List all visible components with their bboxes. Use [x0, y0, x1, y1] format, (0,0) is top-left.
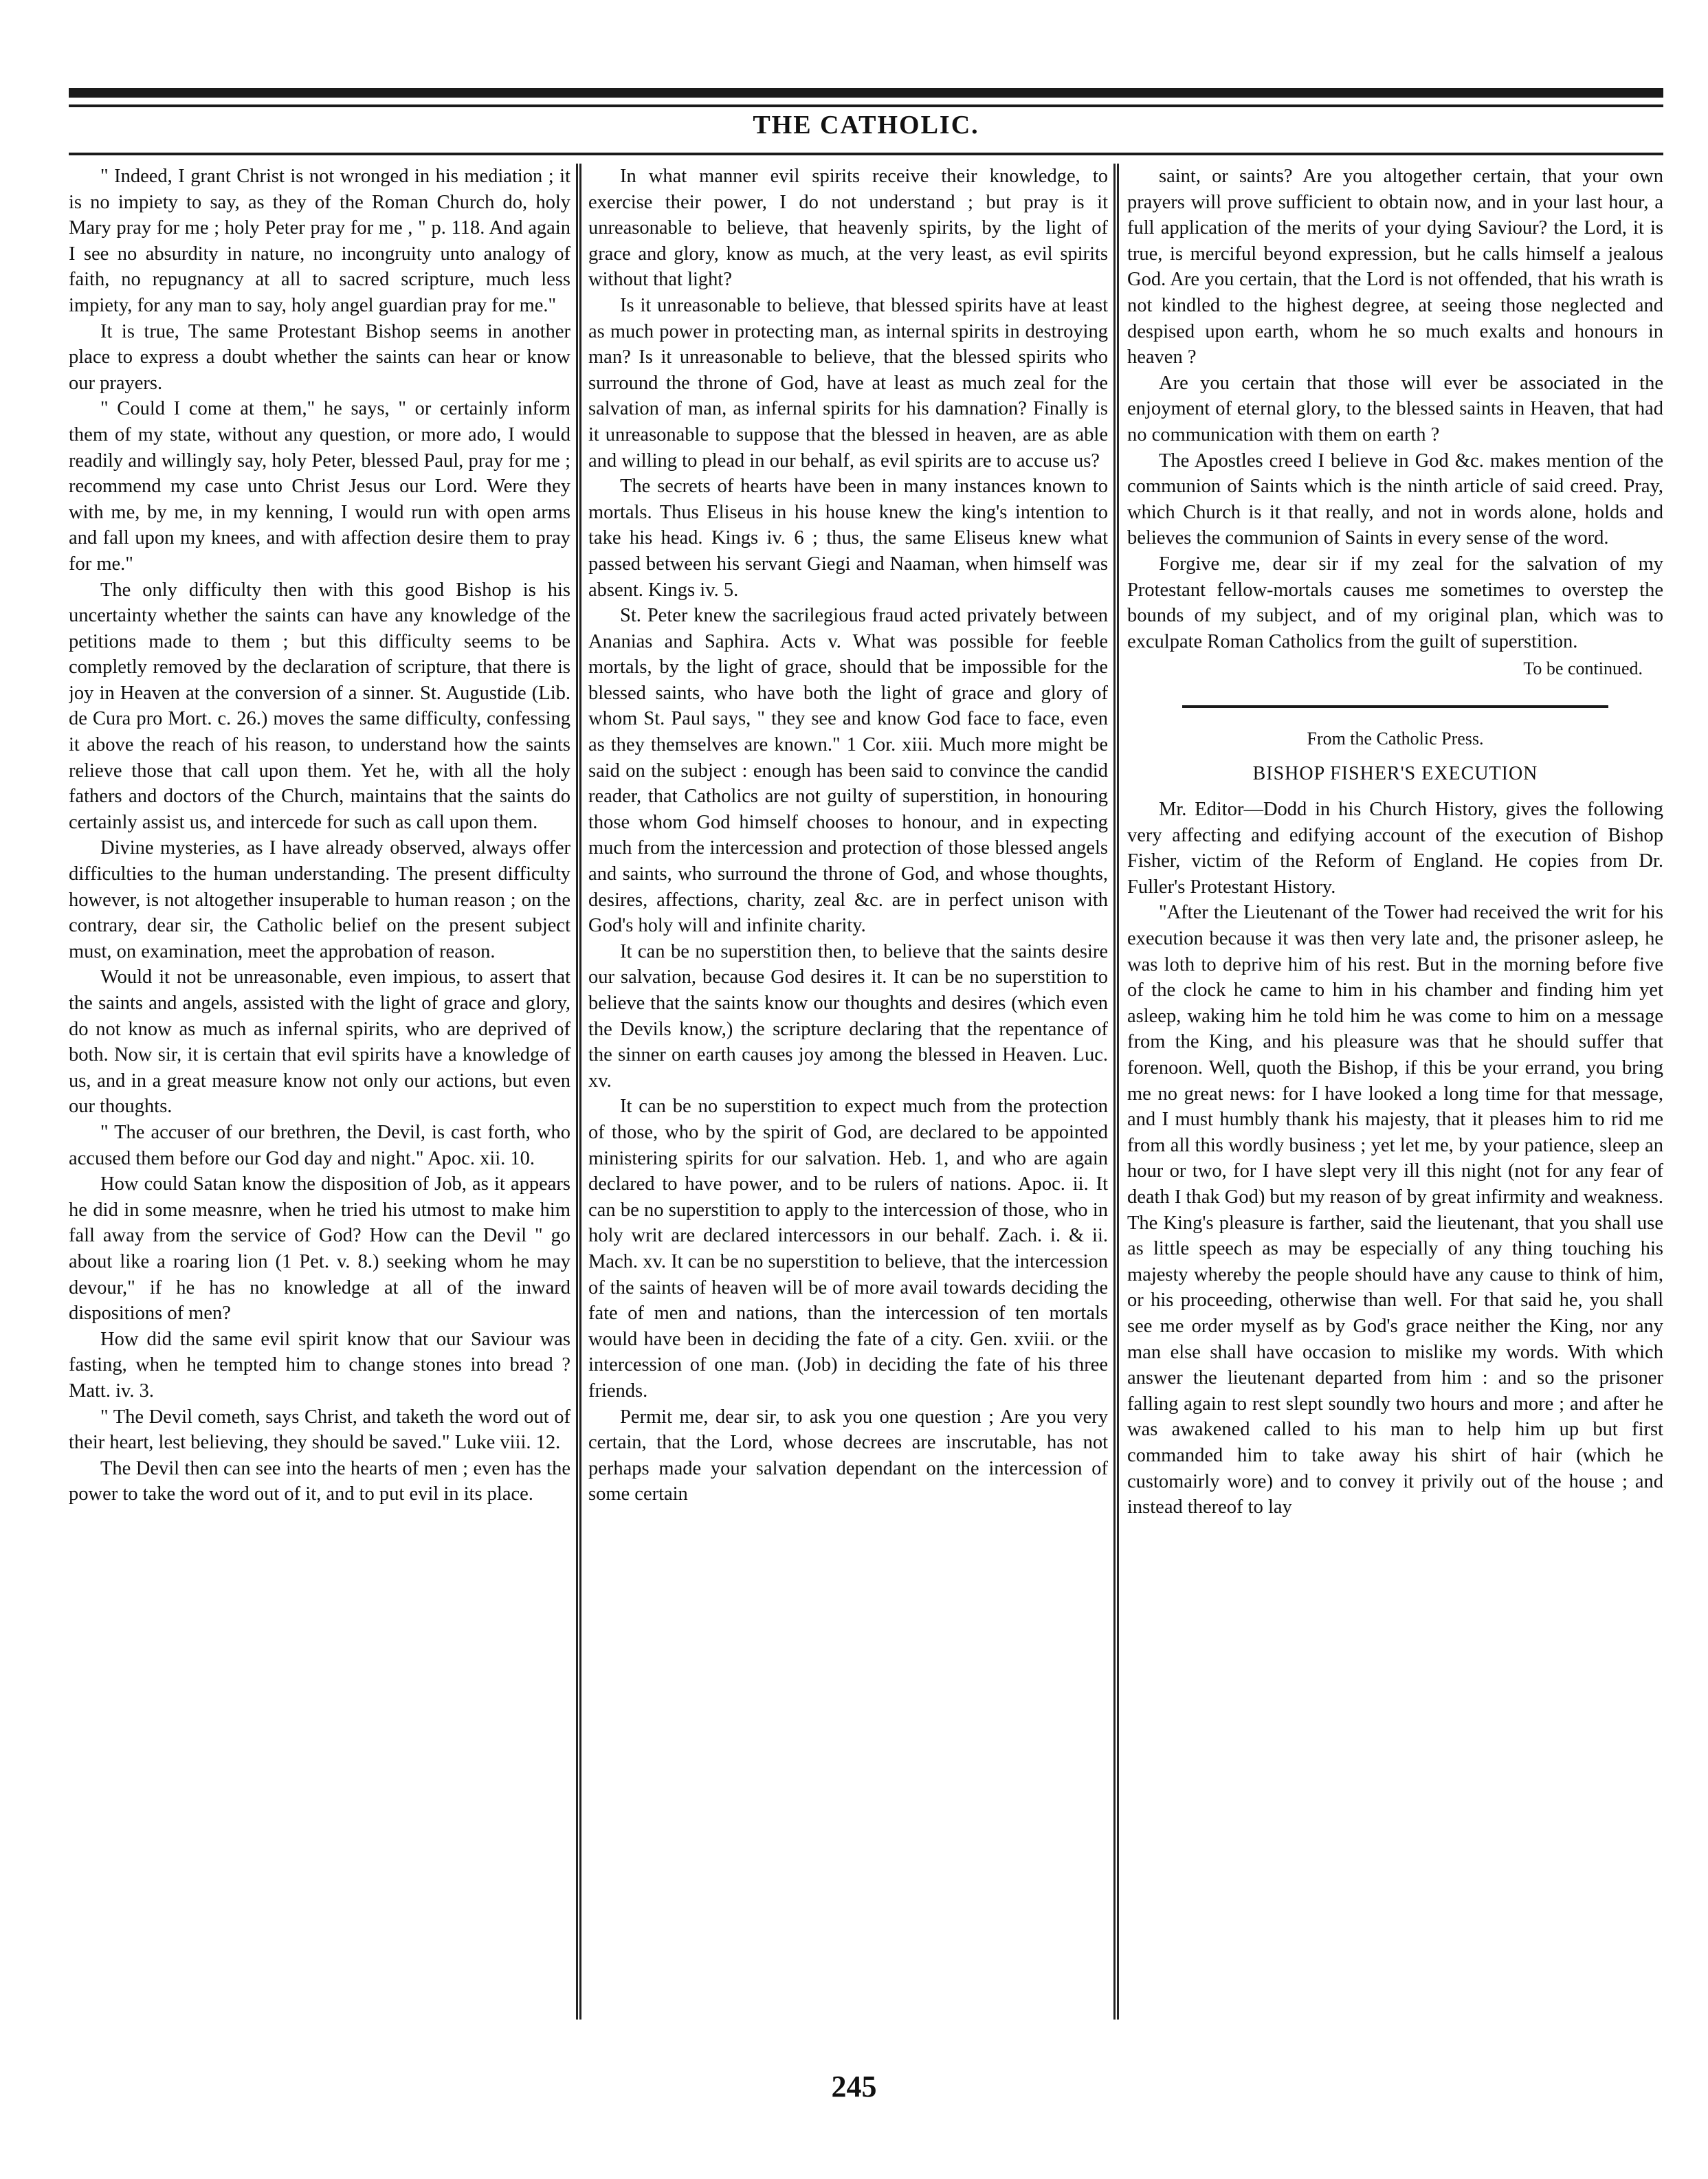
- to-be-continued: To be continued.: [1523, 659, 1643, 679]
- column-1: [69, 164, 570, 2020]
- column-3: [1127, 164, 1663, 2020]
- column-divider-left-inner: [579, 164, 581, 2020]
- paragraph: The secrets of hearts have been in many instances known to mortals. Thus Eliseus in his house knew the king's intention to take his head. Kings iv. 6 ; thus, the same Eliseus knew what passed between his servant Giegi and Naaman, when himself was absent. Kings iv. 5.: [588, 476, 1108, 601]
- paragraph: St. Peter knew the sacrilegious fraud acted privately between Ananias and Saphira. Acts v. What was possible for feeble mortals, by the light of grace, should that be impossible for the blessed saints, who have both the light of grace and glory of whom St. Paul says, " they see and know God face to face, even as they themselves are known." 1 Cor. xiii. Much more might be said on the subject : enough has been said to convince the candid reader, that Catholics are not guilty of superstition, in honouring those whom God himself chooses to honour, and in expecting much from the intercession and protection of those blessed angels and saints, who surround the throne of God, and whose thoughts, desires, affections, charity, zeal &c. are in perfect unison with God's holy will and infinite charity.: [588, 605, 1108, 937]
- paragraph: The Apostles creed I believe in God &c. makes mention of the communion of Saints which is the ninth article of said creed. Pray, which Church is it that really, and not in words alone, holds and believes the communion of Saints in every sense of the word.: [1127, 450, 1663, 549]
- paragraph: saint, or saints? Are you altogether certain, that your own prayers will prove sufficient to obtain now, and in your last hour, a full application of the merits of your dying Saviour? the Lord, it is true, is merciful beyond expression, but he calls himself a jealous God. Are you certain, that the Lord is not offended, that his wrath is not kindled to the highest degree, at seeing those neglected and despised upon earth, whom he so much exalts and honours in heaven ?: [1127, 166, 1663, 368]
- paragraph: The Devil then can see into the hearts of men ; even has the power to take the word out of it, and to put evil in its place.: [69, 1457, 570, 1505]
- paragraph: How could Satan know the disposition of Job, as it appears he did in some measnre, when he tried his utmost to make him fall away from the service of God? How can the Devil " go about like a roaring lion (1 Pet. v. 8.) seeking whom he may devour," if he has no knowledge at all of the inward dispositions of men?: [69, 1173, 570, 1325]
- paragraph: The only difficulty then with this good Bishop is his uncertainty whether the saints can have any knowledge of the petitions made to them ; but this difficulty seems to be completly removed by the declaration of scripture, that there is joy in Heaven at the conversion of a sinner. St. Augustide (Lib. de Cura pro Mort. c. 26.) moves the same difficulty, confessing it above the reach of his reason, to understand how the saints relieve those that call upon them. Yet he, with all the holy fathers and doctors of the Church, maintains that the saints do certainly assist us, and intercede for such as call upon them.: [69, 579, 570, 833]
- column-2: [588, 164, 1108, 2020]
- paragraph: Mr. Editor—Dodd in his Church History, gives the following very affecting and edifying account of the execution of Bishop Fisher, victim of the Reform of England. He copies from Dr. Fuller's Protestant History.: [1127, 799, 1663, 898]
- section-separator: [1182, 705, 1608, 708]
- paragraph: Forgive me, dear sir if my zeal for the salvation of my Protestant fellow-mortals causes me sometimes to overstep the bounds of my subject, and of my original plan, which was to exculpate Roman Catholics from the guilt of superstition.: [1127, 553, 1663, 652]
- source-line: From the Catholic Press.: [1307, 728, 1484, 749]
- paragraph: It can be no superstition to expect much from the protection of those, who by the spirit of God, are declared to be appointed ministering spirits for our salvation. Heb. 1, and who are again declared to have power, and to be rulers of nations. Apoc. ii. It can be no superstition to apply to the intercession of those, who in holy writ are declared intercessors in our behalf. Zach. i. & ii. Mach. xv. It can be no superstition to believe, that the intercession of the saints of heaven will be of more avail towards deciding the fate of men and nations, than the intercession of ten mortals would have been in deciding the fate of a city. Gen. xviii. or the intercession of one man. (Job) in deciding the fate of his three friends.: [588, 1096, 1108, 1402]
- paragraph: Is it unreasonable to believe, that blessed spirits have at least as much power in protecting man, as internal spirits in destroying man? Is it unreasonable to believe, that the blessed spirits who surround the throne of God, have at least as much zeal for the salvation of man, as infernal spirits for his damnation? Finally is it unreasonable to suppose that the blessed in heaven, are as able and willing to plead in our behalf, as evil spirits are to accuse us?: [588, 294, 1108, 472]
- paragraph: " The Devil cometh, says Christ, and taketh the word out of their heart, lest believing, they should be saved." Luke viii. 12.: [69, 1406, 570, 1454]
- column-divider-right: [1113, 164, 1116, 2020]
- paragraph: " Could I come at them," he says, " or certainly inform them of my state, without any question, or more ado, I would readily and willingly say, holy Peter, blessed Paul, pray for me ; recommend my case unto Christ Jesus our Lord. Were they with me, by me, in my kenning, I would run with open arms and fall upon my knees, and with affection desire them to pray for me.": [69, 398, 570, 575]
- page-number: 245: [831, 2070, 877, 2103]
- paragraph: It can be no superstition then, to believe that the saints desire our salvation, because God desires it. It can be no superstition to believe that the saints know our thoughts and desires (which even the Devils know,) the scripture declaring that the repentance of the sinner on earth causes joy among the blessed in Heaven. Luc. xv.: [588, 940, 1108, 1092]
- paragraph: "After the Lieutenant of the Tower had received the writ for his execution because it was then very late and, the prisoner asleep, he was loth to deprive him of his rest. But in the morning before five of the clock he came to him in his chamber and finding him yet asleep, waking him he told him he was come to him on a message from the King, and his pleasure was that he should suffer that forenoon. Well, quoth the Bishop, if this be your errand, you bring me no great news: for I have looked a long time for that message, and I must humbly thank his majesty, that it pleases him to rid me from all this wordly business ; yet let me, by your patience, sleep an hour or two, for I have slept very ill this night (not for any fear of death I thak God) but my reason of by great infirmity and weakness. The King's pleasure is farther, said the lieutenant, that you shall use as little speech as may be especially of any thing touching his majesty whereby the people should have any cause to think of him, or his proceeding, otherwise than well. For that said he, you shall see me order myself as by God's grace neither the King, nor any man else shall have occasion to mislike my words. With which answer the lieutenant departed from him : and so the prisoner falling again to rest slept soundly two hours and more ; and after he was awakened called to his man to help him up but first commanded him to take away his shirt of hair (which he customairly wore) and to convey it privily out of the house ; and instead thereof to lay: [1127, 902, 1663, 1518]
- column-divider-right-inner: [1117, 164, 1119, 2020]
- paragraph: It is true, The same Protestant Bishop seems in another place to express a doubt whether the saints can hear or know our prayers.: [69, 320, 570, 394]
- paragraph: " Indeed, I grant Christ is not wronged in his mediation ; it is no impiety to say, as they of the Roman Church do, holy Mary pray for me ; holy Peter pray for me , " p. 118. And again I see no absurdity in nature, no incongruity unto analogy of faith, no repugnancy at all to sacred scripture, much less impiety, for any man to say, holy angel guardian pray for me.": [69, 166, 570, 316]
- paragraph: " The accuser of our brethren, the Devil, is cast forth, who accused them before our God day and night." Apoc. xii. 10.: [69, 1121, 570, 1169]
- masthead-rule: [69, 153, 1663, 155]
- paragraph: How did the same evil spirit know that our Saviour was fasting, when he tempted him to change stones into bread ? Matt. iv. 3.: [69, 1328, 570, 1402]
- paragraph: Would it not be unreasonable, even impious, to assert that the saints and angels, assisted with the light of grace and glory, do not know as much as infernal spirits, who are deprived of both. Now sir, it is certain that evil spirits have a knowledge of us, and in a great measure know not only our actions, but even our thoughts.: [69, 966, 570, 1118]
- paragraph: In what manner evil spirits receive their knowledge, to exercise their power, I do not understand ; but pray is it unreasonable to believe, that heavenly spirits, by the light of grace and glory, know as much, at the very least, as evil spirits without that light?: [588, 166, 1108, 291]
- paragraph: Divine mysteries, as I have already observed, always offer difficulties to the human understanding. The present difficulty however, is not altogether insuperable to human reason ; on the contrary, dear sir, the Catholic belief on the present subject must, on examination, meet the approbation of reason.: [69, 837, 570, 962]
- column-divider-left: [576, 164, 578, 2020]
- paragraph: Permit me, dear sir, to ask you one question ; Are you very certain, that the Lord, whose decrees are inscrutable, has not perhaps made your salvation dependant on the intercession of some certain: [588, 1406, 1108, 1505]
- article-title: BISHOP FISHER'S EXECUTION: [1252, 763, 1538, 785]
- masthead-title: THE CATHOLIC.: [753, 111, 979, 140]
- paragraph: Are you certain that those will ever be associated in the enjoyment of eternal glory, to the blessed saints in Heaven, that had no communication with them on earth ?: [1127, 372, 1663, 445]
